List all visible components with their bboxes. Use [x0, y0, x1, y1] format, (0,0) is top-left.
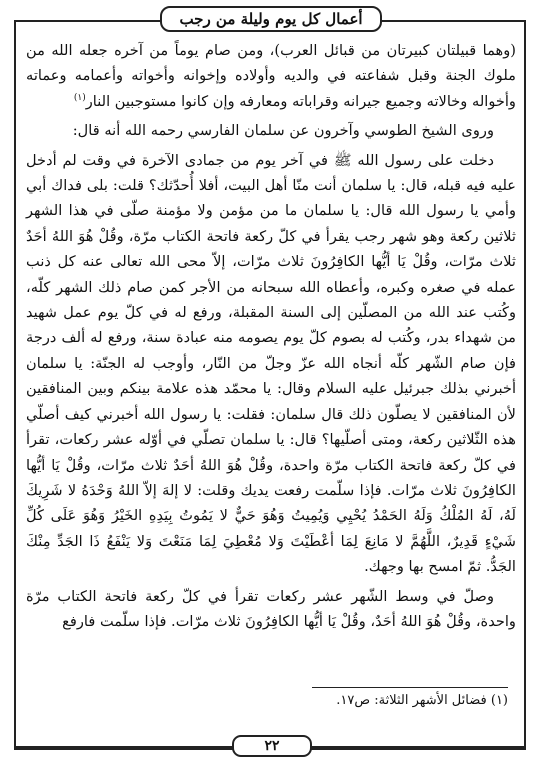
page-number-text: ٢٢: [264, 738, 280, 754]
paragraph-1: [26, 38, 516, 114]
paragraph-3: دخلت على رسول الله ﷺ في آخر يوم من جمادى الآخرة في وقت لم أدخل عليه فيه قبله، قال: يا سلمان أنت منّا أهل البيت، أفلا أُحدّثك؟ قلت: بلى فداك أبي وأمي يا رسول الله قال: يا سلمان ما من مؤمن ولا مؤمنة صلّى في هذا الشهر ثلاثين ركعة وهو شهر رجب يقرأ في كلّ ركعة فاتحة الكتاب مرّة، وقُلْ هُوَ اللهُ أحَدٌ ثلاث مرّات، وقُلْ يَا أيُّها الكافِرُونَ ثلاث مرّات، إلاّ محى الله تعالى عنه كل ذنب عمله في صغره وكبره، وأعطاه الله سبحانه من الأجر كمن صام ذلك الشهر كلّه، وكُتب عند الله من المصلّين إلى السنة المقبلة، ورفع له في كلّ يوم عمل شهيد من شهداء بدر، وكُتب له بصوم كلّ يوم يصومه منه عبادة سنة، ورفع له ألف درجة فإن صام الشّهر كلّه أنجاه الله عزّ وجلّ من النّار، وأوجب له الجنّة: يا سلمان أخبرني بذلك جبرئيل عليه السلام وقال: يا محمّد هذه علامة بينكم وبين المنافقين لأن المنافقين لا يصلّون ذلك قال سلمان: فقلت: يا رسول الله أخبرني كيف أصلّي هذه الثّلاثين ركعة، ومتى أصلّيها؟ قال: يا سلمان تصلّي في أوّله عشر ركعات، تقرأ في كلّ ركعة فاتحة الكتاب مرّة واحدة، وقُلْ هُوَ اللهُ أحَدٌ ثلاث مرّات، وقُلْ يَا أيُّها الكافِرُونَ ثلاث مرّات. فإذا سلّمت رفعت يديك وقلت: لا إلهَ إلاّ اللهُ وَحْدَهُ لا شَرِيكَ لَهُ، لَهُ المُلْكُ وَلَهُ الحَمْدُ يُحْيِي وَيُمِيتُ وَهُوَ حَيٌّ لا يَمُوتُ بِيَدِهِ الخَيْرُ وَهُوَ عَلَى كُلِّ شَيْءٍ قَدِيرٌ، اللَّهُمَّ لا مَانِعَ لِمَا أعْطَيْتَ وَلا مُعْطِيَ لِمَا مَنَعْتَ وَلا يَنْفَعُ ذَا الجَدِّ مِنْكَ الجَدُّ. ثمّ امسح بها وجهك.: [26, 151, 516, 576]
body-text: [26, 38, 516, 638]
header-title: أعمال كل يوم وليلة من رجب: [179, 10, 363, 28]
page-header: [160, 6, 382, 32]
footnote-divider: [312, 687, 508, 688]
paragraph-4: وصلّ في وسط الشّهر عشر ركعات تقرأ في كلّ ركعة فاتحة الكتاب مرّة واحدة، وقُلْ هُوَ اللهُ أحَدٌ، وقُلْ يَا أيُّها الكافِرُونَ ثلاث مرّات. فإذا سلّمت فارفع: [26, 587, 516, 630]
page-number: [232, 735, 312, 757]
paragraph-2: وروى الشيخ الطوسي وآخرون عن سلمان الفارسي رحمه الله أنه قال:: [72, 122, 494, 140]
paragraph-1-text: (وهما قبيلتان كبيرتان من قبائل العرب)، ومن صام يوماً من آخره جعله الله من ملوك الجنة وقبل شفاعته في والديه وأولاده وإخوانه وأخواته وأعمامه وعماته وأخواله وخالاته وجميع جيرانه وقراباته ومعارفه وإن كانوا مستوجبين النار: [26, 42, 516, 110]
footnote: (١) فضائل الأشهر الثلاثة: ص١٧.: [336, 693, 508, 708]
footnote-reference: (١): [73, 92, 86, 103]
